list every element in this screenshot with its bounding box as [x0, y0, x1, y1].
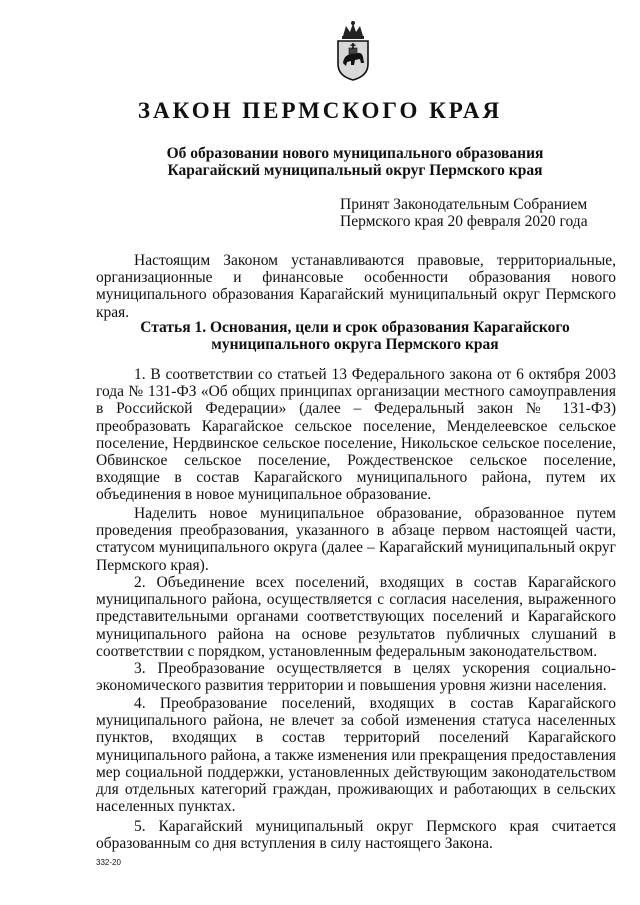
article-heading — [60, 319, 640, 353]
article-paragraph-3: 3. Преобразование осуществляется в целях ускорения социально-экономического развития территории и повышения уровня жизни населения. — [96, 660, 616, 695]
preamble-paragraph: Настоящим Законом устанавливаются правовые, территориальные, организационные и финансовые особенности образования нового муниципального образования Карагайский муниципальный округ Пермского края. — [96, 252, 616, 321]
law-subject — [60, 145, 640, 179]
subject-line: Карагайский муниципальный округ Пермского края — [167, 162, 543, 179]
article-paragraph-1: 1. В соответствии со статьей 13 Федерального закона от 6 октября 2003 года № 131-ФЗ «Об общих принципах организации местного самоуправления в Российской Федерации» (далее – Федеральный закон № 131-ФЗ) преобразовать Карагайское сельское поселение, Менделеевское сельское поселение, Нердвинское сельское поселение, Никольское сельское поселение, Обвинское сельское поселение, Рождественское сельское поселение, входящие в состав Карагайского муниципального района, путем их объединения в новое муниципальное образование. — [96, 366, 616, 504]
law-title: ЗАКОН ПЕРМСКОГО КРАЯ — [137, 98, 503, 123]
article-paragraph-4: 4. Преобразование поселений, входящих в состав Карагайского муниципального района, не влечет за собой изменения статуса населенных пунктов, входящих в состав территорий поселений Карагайского муниципального района, а также изменения или прекращения предоставления мер социальной поддержки, установленных действующим законодательством для отдельных категорий граждан, проживающих и работающих в сельских населенных пунктах. — [96, 695, 616, 816]
adoption-line: Пермского края 20 февраля 2020 года — [340, 213, 588, 230]
article-paragraph-5: 5. Карагайский муниципальный округ Пермского края считается образованным со дня вступления в силу настоящего Закона. — [96, 818, 616, 853]
subject-line: Об образовании нового муниципального образования — [166, 145, 544, 162]
coat-of-arms-icon — [334, 20, 372, 82]
document-code: 332-20 — [96, 858, 121, 867]
article-heading-line: Статья 1. Основания, цели и срок образования Карагайского — [140, 319, 570, 336]
article-heading-line: муниципального округа Пермского края — [211, 336, 499, 353]
adoption-note — [340, 196, 620, 230]
article-paragraph-1-continuation: Наделить новое муниципальное образование, образованное путем проведения преобразования, указанного в абзаце первом настоящей части, статусом муниципального округа (далее – Карагайский муниципальный округ Пермского края). — [96, 505, 616, 574]
adoption-line: Принят Законодательным Собранием — [340, 196, 588, 213]
article-paragraph-2: 2. Объединение всех поселений, входящих в состав Карагайского муниципального района, осуществляется с согласия населения, выраженного представительными органами соответствующих поселений и Карагайского муниципального района на основе результатов публичных слушаний в соответствии с порядком, установленным федеральным законодательством. — [96, 574, 616, 660]
